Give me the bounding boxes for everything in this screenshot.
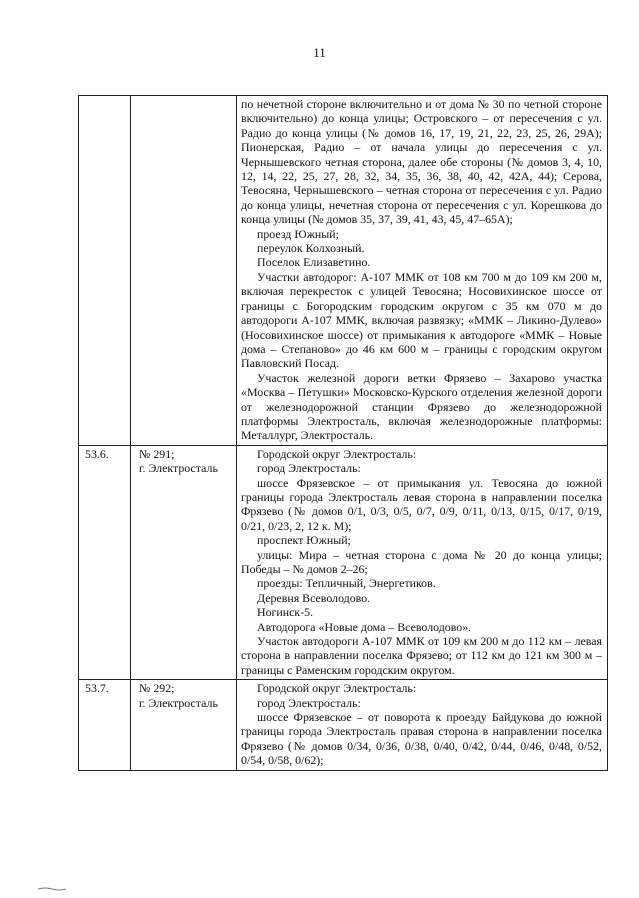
page-number: 11 [313,45,326,60]
description-paragraph: по нечетной стороне включительно и от дома № 30 по четной стороне включительно) до конца улицы; Островского – от пересечения с ул. Радио до конца улицы (№ домов 16, 17, 19, 21, 22, 23, 25, 26, 29А); Пионерская, Радио – от начала улицы до пересечения с ул. Чернышевского четная сторона, далее обе стороны (№ домов 3, 4, 10, 12, 14, 22, 25, 27, 28, 32, 34, 35, 36, 38, 40, 42, 42А, 44); Серова, Тевосяна, Чернышевского – четная сторона от пересечения с ул. Радио до конца улицы, нечетная сторона от пересечения с ул. Корешкова до конца улицы (№ домов 35, 37, 39, 41, 43, 45, 47–65А); [241,97,602,227]
row-number: 53.7. [79,680,131,770]
table-row [79,445,608,680]
description-paragraph: Деревня Всеволодово. [257,590,371,605]
district-cell [131,680,237,770]
description-paragraph: город Электросталь: [257,461,361,476]
row-number: 53.6. [79,445,131,680]
description-paragraph: Участок автодороги А-107 ММК от 109 км 200 м до 112 км – левая сторона в направлении поселка Фрязево; от 112 км до 121 км 300 м – границы с Раменским городским округом. [241,634,602,677]
description-paragraph: проезды: Тепличный, Энергетиков. [257,576,436,591]
district-cell [131,445,237,680]
description-paragraph: шоссе Фрязевское – от поворота к проезду Байдукова до южной границы города Электросталь правая сторона в направлении поселка Фрязево (№ домов 0/34, 0/36, 0/38, 0/40, 0/42, 0/44, 0/46, 0/48, 0/52, 0/54, 0/58, 0/62); [241,710,602,768]
table-row [79,680,608,770]
description-paragraph: Городской округ Электросталь: [257,446,417,461]
description-paragraph: проспект Южный; [257,533,351,548]
district-number: № 291; [139,446,175,461]
description-cell [237,680,608,770]
description-paragraph: Ногинск-5. [257,605,314,620]
district-city: г. Электросталь [139,695,218,710]
table-row [79,96,608,446]
district-table [78,95,608,771]
district-city: г. Электросталь [139,461,218,476]
description-paragraph: Участок железной дороги ветки Фрязево – Захарово участка «Москва – Петушки» Московско-Курского отделения железной дороги от железнодорожной станции Фрязево до железнодорожной платформы Электросталь, включая железнодорожные платформы: Металлург, Электросталь. [241,370,602,443]
district-number: № 292; [139,681,175,696]
description-paragraph: переулок Колхозный. [257,241,365,256]
description-cell [237,96,608,446]
description-paragraph: проезд Южный; [257,226,339,241]
district-cell [131,96,237,446]
description-paragraph: Участки автодорог: А-107 ММК от 108 км 700 м до 109 км 200 м, включая перекресток с улицей Тевосяна; Носовихинское шоссе от границы с Богородским городским округом с 35 км 070 м до автодороги А-107 ММК, включая развязку; «ММК – Ликино-Дулево» (Носовихинское шоссе) от примыкания к автодороге «ММК – Новые дома – Степаново» до 46 км 600 м – границы с городским округом Павловский Посад. [241,269,602,371]
description-paragraph: Автодорога «Новые дома – Всеволодово». [257,619,472,634]
description-paragraph: Городской округ Электросталь: [257,681,417,696]
description-paragraph: шоссе Фрязевское – от примыкания ул. Тевосяна до южной границы города Электросталь левая сторона в направлении поселка Фрязево (№ домов 0/1, 0/3, 0/5, 0/7, 0/9, 0/11, 0/13, 0/15, 0/17, 0/19, 0/21, 0/23, 2, 12 к. М); [241,475,602,533]
row-number [79,96,131,446]
description-paragraph: город Электросталь: [257,695,361,710]
description-paragraph: улицы: Мира – четная сторона с дома № 20 до конца улицы; Победы – № домов 2–26; [241,547,602,576]
description-paragraph: Поселок Елизаветино. [257,255,371,270]
description-cell [237,445,608,680]
margin-mark [38,887,66,891]
